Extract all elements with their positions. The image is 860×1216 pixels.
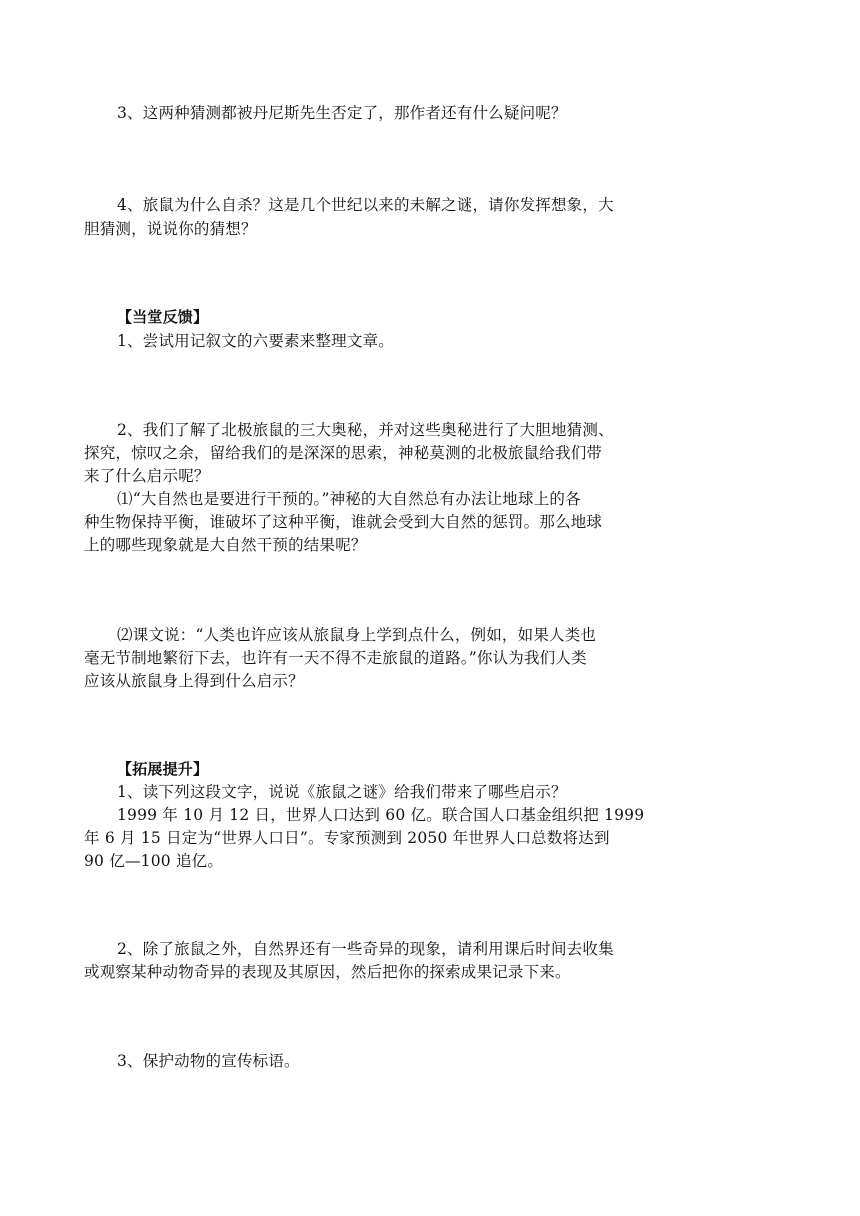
extension-question-3: 3、保护动物的宣传标语。 (117, 1052, 300, 1070)
question-4-line-1: 4、旅鼠为什么自杀？这是几个世纪以来的未解之谜，请你发挥想象，大 (117, 196, 614, 214)
feedback-question-2-line-1: 2、我们了解了北极旅鼠的三大奥秘，并对这些奥秘进行了大胆地猜测、 (117, 421, 614, 439)
feedback-question-2-line-3: 来了什么启示呢？ (84, 467, 210, 485)
feedback-sub-2-line-1: ⑵课文说：“人类也许应该从旅鼠身上学到点什么，例如，如果人类也 (117, 626, 597, 644)
extension-text-line-3: 90 亿—100 追亿。 (84, 852, 224, 870)
extension-question-1: 1、读下列这段文字，说说《旅鼠之谜》给我们带来了哪些启示？ (117, 783, 567, 801)
section-heading-extension: 【拓展提升】 (117, 760, 209, 778)
question-3: 3、这两种猜测都被丹尼斯先生否定了，那作者还有什么疑问呢？ (117, 104, 567, 122)
extension-question-2-line-1: 2、除了旅鼠之外，自然界还有一些奇异的现象，请利用课后时间去收集 (117, 940, 614, 958)
extension-text-line-1: 1999 年 10 月 12 日，世界人口达到 60 亿。联合国人口基金组织把 1999 (117, 806, 645, 824)
feedback-sub-1-line-3: 上的哪些现象就是大自然干预的结果呢？ (84, 536, 367, 554)
section-heading-feedback: 【当堂反馈】 (117, 308, 209, 326)
feedback-sub-2-line-3: 应该从旅鼠身上得到什么启示？ (84, 672, 304, 690)
extension-text-line-2: 年 6 月 15 日定为“世界人口日”。专家预测到 2050 年世界人口总数将达到 (84, 829, 610, 847)
feedback-sub-2-line-2: 毫无节制地繁衍下去，也许有一天不得不走旅鼠的道路。”你认为我们人类 (84, 649, 587, 667)
feedback-question-1: 1、尝试用记叙文的六要素来整理文章。 (117, 332, 394, 350)
feedback-sub-1-line-1: ⑴“大自然也是要进行干预的。”神秘的大自然总有办法让地球上的各 (117, 490, 581, 508)
question-4-line-2: 胆猜测，说说你的猜想？ (84, 220, 257, 238)
feedback-sub-1-line-2: 种生物保持平衡，谁破坏了这种平衡，谁就会受到大自然的惩罚。那么地球 (84, 513, 603, 531)
extension-question-2-line-2: 或观察某种动物奇异的表现及其原因，然后把你的探索成果记录下来。 (84, 963, 571, 981)
feedback-question-2-line-2: 探究，惊叹之余，留给我们的是深深的思索，神秘莫测的北极旅鼠给我们带 (84, 444, 603, 462)
